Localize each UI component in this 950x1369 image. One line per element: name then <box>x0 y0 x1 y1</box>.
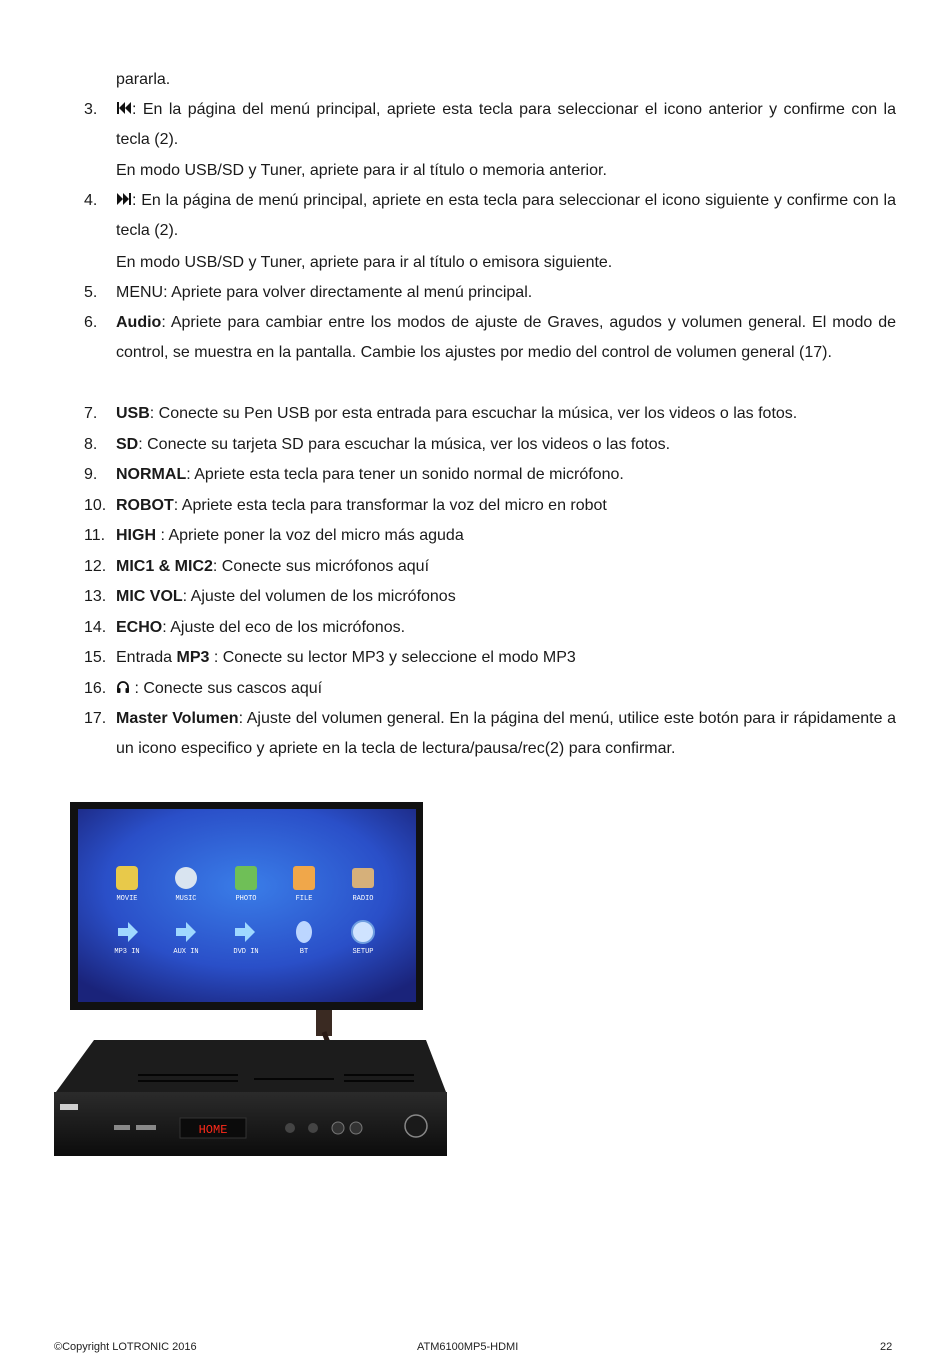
item-body <box>116 491 896 521</box>
item-text: : Conecte su lector MP3 y seleccione el modo MP3 <box>209 649 576 666</box>
item-text: : En la página de menú principal, apriete en esta tecla para seleccionar el icono siguiente y confirme con la tecla (2). <box>116 192 896 240</box>
menu-label-photo: PHOTO <box>235 895 257 903</box>
item-text: : Apriete esta tecla para transformar la voz del micro en robot <box>173 497 607 514</box>
amplifier-display-text: HOME <box>198 1123 228 1137</box>
menu-label-file: FILE <box>295 895 313 903</box>
item-body <box>116 460 896 490</box>
list-item <box>84 95 896 156</box>
list-item <box>84 460 896 490</box>
amplifier-front <box>54 1092 447 1156</box>
setup-icon <box>352 921 374 943</box>
movie-icon <box>116 866 138 890</box>
item-text: : Conecte su tarjeta SD para escuchar la música, ver los videos o las fotos. <box>138 436 671 453</box>
item-text: : Ajuste del eco de los micrófonos. <box>162 619 406 636</box>
item-number: 8. <box>84 436 98 453</box>
item-keyword: MIC VOL <box>116 588 183 605</box>
list-item <box>84 582 896 612</box>
item-text: : Apriete poner la voz del micro más aguda <box>156 527 464 544</box>
item-number: 12. <box>84 558 107 575</box>
item-text: : Conecte su Pen USB por esta entrada para escuchar la música, ver los videos o las fotos. <box>149 405 798 422</box>
item-text: : Ajuste del volumen general. En la página del menú, utilice este botón para ir rápidamente a un icono especifico y apriete en la tecla de lectura/pausa/rec(2) para confirmar. <box>116 710 896 758</box>
item-body <box>116 186 896 247</box>
item-text: : Apriete para cambiar entre los modos de ajuste de Graves, agudos y volumen general. El modo de control, se muestra en la pantalla. Cambie los ajustes por medio del control de volumen general (17). <box>116 314 896 362</box>
footer-model: ATM6100MP5-HDMI <box>417 1341 519 1353</box>
item-body <box>116 521 896 551</box>
list-item-subtext: En modo USB/SD y Tuner, apriete para ir al título o memoria anterior. <box>116 162 607 179</box>
file-icon <box>293 866 315 890</box>
list-item <box>84 278 896 308</box>
tv-screen <box>78 809 416 1002</box>
list-item-subtext: En modo USB/SD y Tuner, apriete para ir al título o emisora siguiente. <box>116 254 613 271</box>
menu-label-bt: BT <box>299 948 309 956</box>
list-item <box>84 186 896 247</box>
item-number: 15. <box>84 649 107 666</box>
item-number: 5. <box>84 284 98 301</box>
menu-label-aux-in: AUX IN <box>173 948 199 956</box>
list-item <box>84 613 896 643</box>
item-text: MENU: Apriete para volver directamente al menú principal. <box>116 284 533 301</box>
item-body <box>116 308 896 369</box>
item-number: 4. <box>84 192 98 209</box>
item-number: 16. <box>84 680 107 697</box>
headphones-icon <box>116 680 130 694</box>
item-keyword: ROBOT <box>116 497 174 514</box>
item-prefix: Entrada <box>116 649 177 666</box>
item-text: : Apriete esta tecla para tener un sonido normal de micrófono. <box>186 466 624 483</box>
amplifier-top <box>56 1040 446 1092</box>
item-number: 9. <box>84 466 98 483</box>
menu-label-mp3-in: MP3 IN <box>114 948 140 956</box>
radio-icon <box>352 868 374 888</box>
item-body <box>116 278 896 308</box>
list-item <box>84 399 896 429</box>
menu-label-music: MUSIC <box>175 895 197 903</box>
list-item <box>84 430 896 460</box>
item-body <box>116 674 896 704</box>
item-number: 13. <box>84 588 107 605</box>
item-keyword: Master Volumen <box>116 710 239 727</box>
headphone-jack <box>285 1123 295 1133</box>
menu-label-movie: MOVIE <box>116 895 138 903</box>
item-number: 3. <box>84 101 98 118</box>
item-keyword: MIC1 & MIC2 <box>116 558 213 575</box>
mic-vol-knob <box>332 1122 344 1134</box>
echo-knob <box>350 1122 362 1134</box>
item-text: : Ajuste del volumen de los micrófonos <box>182 588 456 605</box>
list-item <box>84 521 896 551</box>
item-body <box>116 704 896 765</box>
list-item <box>84 308 896 369</box>
continued-text: pararla. <box>116 71 171 88</box>
item-number: 17. <box>84 710 107 727</box>
list-item <box>84 491 896 521</box>
item-keyword: HIGH <box>116 527 156 544</box>
menu-label-radio: RADIO <box>352 895 374 903</box>
item-text: : En la página del menú principal, apriete esta tecla para seleccionar el icono anterior y confirme con la tecla (2). <box>116 101 896 149</box>
music-icon <box>175 867 197 889</box>
item-number: 11. <box>84 527 106 544</box>
item-keyword: SD <box>116 436 139 453</box>
master-volume-knob <box>405 1115 427 1137</box>
list-item <box>84 643 896 673</box>
item-body <box>116 399 896 429</box>
item-body <box>116 613 896 643</box>
item-number: 10. <box>84 497 107 514</box>
item-keyword: Audio <box>116 314 162 331</box>
product-photo <box>54 800 449 1160</box>
item-text: : Conecte sus micrófonos aquí <box>212 558 430 575</box>
photo-icon <box>235 866 257 890</box>
item-text: : Conecte sus cascos aquí <box>130 680 323 697</box>
bluetooth-icon <box>296 921 312 943</box>
item-keyword: NORMAL <box>116 466 187 483</box>
item-body <box>116 430 896 460</box>
item-body <box>116 95 896 156</box>
item-number: 7. <box>84 405 98 422</box>
list-item <box>84 704 896 765</box>
item-body <box>116 582 896 612</box>
list-item <box>84 674 896 704</box>
item-number: 14. <box>84 619 107 636</box>
menu-label-dvd-in: DVD IN <box>233 948 259 956</box>
item-number: 6. <box>84 314 98 331</box>
item-keyword: MP3 <box>176 649 210 666</box>
item-body <box>116 643 896 673</box>
skip-previous-icon <box>116 101 132 115</box>
item-keyword: ECHO <box>116 619 163 636</box>
footer-copyright: ©Copyright LOTRONIC 2016 <box>54 1341 197 1353</box>
footer-page-number: 22 <box>880 1341 893 1353</box>
menu-label-setup: SETUP <box>352 948 374 956</box>
mic1-jack <box>308 1123 318 1133</box>
item-body <box>116 552 896 582</box>
skip-next-icon <box>116 192 132 206</box>
list-item <box>84 552 896 582</box>
item-keyword: USB <box>116 405 150 422</box>
